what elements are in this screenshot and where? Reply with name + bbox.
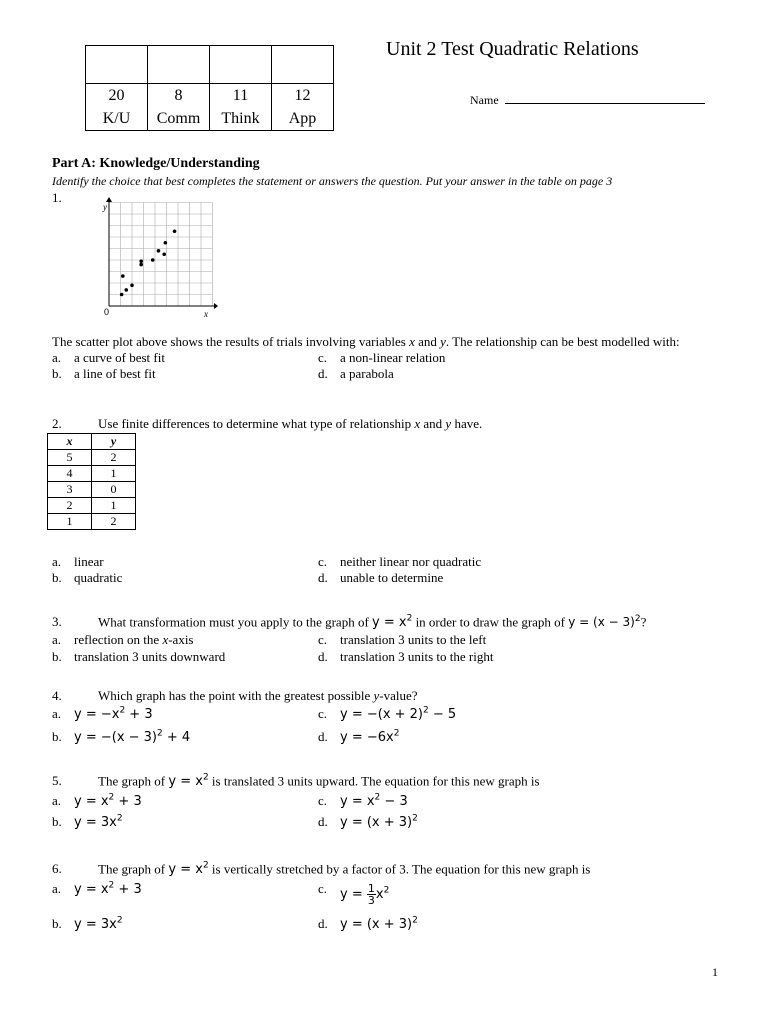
instructions: Identify the choice that best completes the statement or answers the question. Put your answer in the table on page 3 xyxy=(52,174,613,188)
q3-option-b[interactable]: b. translation 3 units downward xyxy=(52,649,226,664)
scatter-point xyxy=(173,229,177,233)
q4-option-d[interactable]: d. $y = -6x^2$ xyxy=(318,729,400,746)
scatter-point xyxy=(120,293,124,297)
q4-option-b[interactable]: b. $y = -(x - 3)^2 + 4$ xyxy=(52,729,191,746)
part-a-heading: Part A: Knowledge/Understanding xyxy=(52,156,260,171)
table-header-y: y xyxy=(92,434,136,450)
q1-number: 1. xyxy=(52,190,62,205)
scatter-point xyxy=(164,241,168,245)
q6-option-d[interactable]: d. $y = (x + 3)^2$ xyxy=(318,916,418,933)
q6-question: 6. The graph of $y = x^2$ is vertically stretched by a factor of 3. The equation for this new graph is xyxy=(52,861,591,878)
score-row-totals xyxy=(86,84,334,131)
q2-option-c[interactable]: c. neither linear nor quadratic xyxy=(318,554,482,569)
q4-option-c[interactable]: c. $y = -(x + 2)^2 - 5$ xyxy=(318,706,457,723)
q2-question: 2. Use finite differences to determine what type of relationship x and y have. xyxy=(52,416,483,431)
q1-option-d[interactable]: d. a parabola xyxy=(318,366,394,381)
q3-option-d[interactable]: d. translation 3 units to the right xyxy=(318,649,494,664)
y-axis-label: y xyxy=(103,202,107,212)
scatter-points xyxy=(120,229,177,296)
score-cell: 20 K/U xyxy=(86,84,148,131)
scatter-point xyxy=(162,252,166,256)
q2-option-d[interactable]: d. unable to determine xyxy=(318,570,444,585)
score-cell xyxy=(272,46,334,84)
q1-scatter-plot xyxy=(90,196,220,320)
q6-option-a[interactable]: a. $y = x^2 + 3$ xyxy=(52,881,142,898)
q5-option-b[interactable]: b. $y = 3x^2$ xyxy=(52,814,123,831)
x-axis-arrow xyxy=(214,303,218,309)
table-row: 4 1 xyxy=(48,466,136,482)
score-cell: 12 App xyxy=(272,84,334,131)
score-row-blank xyxy=(86,46,334,84)
q4-question: 4. Which graph has the point with the greatest possible y-value? xyxy=(52,688,418,703)
q2-values-table xyxy=(47,433,136,530)
q6-option-c[interactable]: c. y = $\frac{1}{3}$ $x^2$ xyxy=(318,881,390,907)
q5-question: 5. The graph of $y = x^2$ is translated 3 units upward. The equation for this new graph is xyxy=(52,773,540,790)
score-table xyxy=(85,45,334,131)
page-title: Unit 2 Test Quadratic Relations xyxy=(386,38,639,60)
q3-option-a[interactable]: a. reflection on the x-axis xyxy=(52,632,194,647)
fraction-one-third: $\frac{1}{3}$ xyxy=(367,882,375,907)
q1-question-text: The scatter plot above shows the results of trials involving variables x and y. The relationship can be best modelled with: xyxy=(52,334,680,349)
page-number: 1 xyxy=(712,965,718,979)
origin-label: 0 xyxy=(104,307,110,317)
table-row: 1 2 xyxy=(48,514,136,530)
q3-option-c[interactable]: c. translation 3 units to the left xyxy=(318,632,487,647)
q1-option-a[interactable]: a. a curve of best fit xyxy=(52,350,165,365)
q2-option-a[interactable]: a. linear xyxy=(52,554,104,569)
scatter-grid xyxy=(109,203,213,307)
q6-option-b[interactable]: b. $y = 3x^2$ xyxy=(52,916,123,933)
scatter-point xyxy=(139,259,143,263)
table-row: 5 2 xyxy=(48,450,136,466)
score-cell: 8 Comm xyxy=(148,84,210,131)
scatter-point xyxy=(139,263,143,267)
score-cell xyxy=(86,46,148,84)
scatter-point xyxy=(130,284,134,288)
scatter-point xyxy=(157,249,161,253)
scatter-point xyxy=(121,274,125,278)
q1-option-b[interactable]: b. a line of best fit xyxy=(52,366,156,381)
name-field[interactable] xyxy=(470,93,705,108)
q5-option-d[interactable]: d. $y = (x + 3)^2$ xyxy=(318,814,418,831)
q3-question: 3. What transformation must you apply to the graph of $y = x^2$ in order to draw the graph of $y = (x - 3)^2$? xyxy=(52,614,647,631)
name-label: Name xyxy=(470,93,499,107)
score-cell xyxy=(148,46,210,84)
score-cell xyxy=(210,46,272,84)
table-row: 2 1 xyxy=(48,498,136,514)
q2-option-b[interactable]: b. quadratic xyxy=(52,570,123,585)
scatter-point xyxy=(124,288,128,292)
q1-option-c[interactable]: c. a non-linear relation xyxy=(318,350,446,365)
table-row: 3 0 xyxy=(48,482,136,498)
x-axis-label: x xyxy=(204,309,208,319)
table-header-x: x xyxy=(48,434,92,450)
name-blank-line[interactable] xyxy=(505,93,705,104)
q5-option-c[interactable]: c. $y = x^2 - 3$ xyxy=(318,793,408,810)
q4-option-a[interactable]: a. $y = -x^2 + 3$ xyxy=(52,706,153,723)
score-cell: 11 Think xyxy=(210,84,272,131)
scatter-point xyxy=(151,258,155,262)
q5-option-a[interactable]: a. $y = x^2 + 3$ xyxy=(52,793,142,810)
